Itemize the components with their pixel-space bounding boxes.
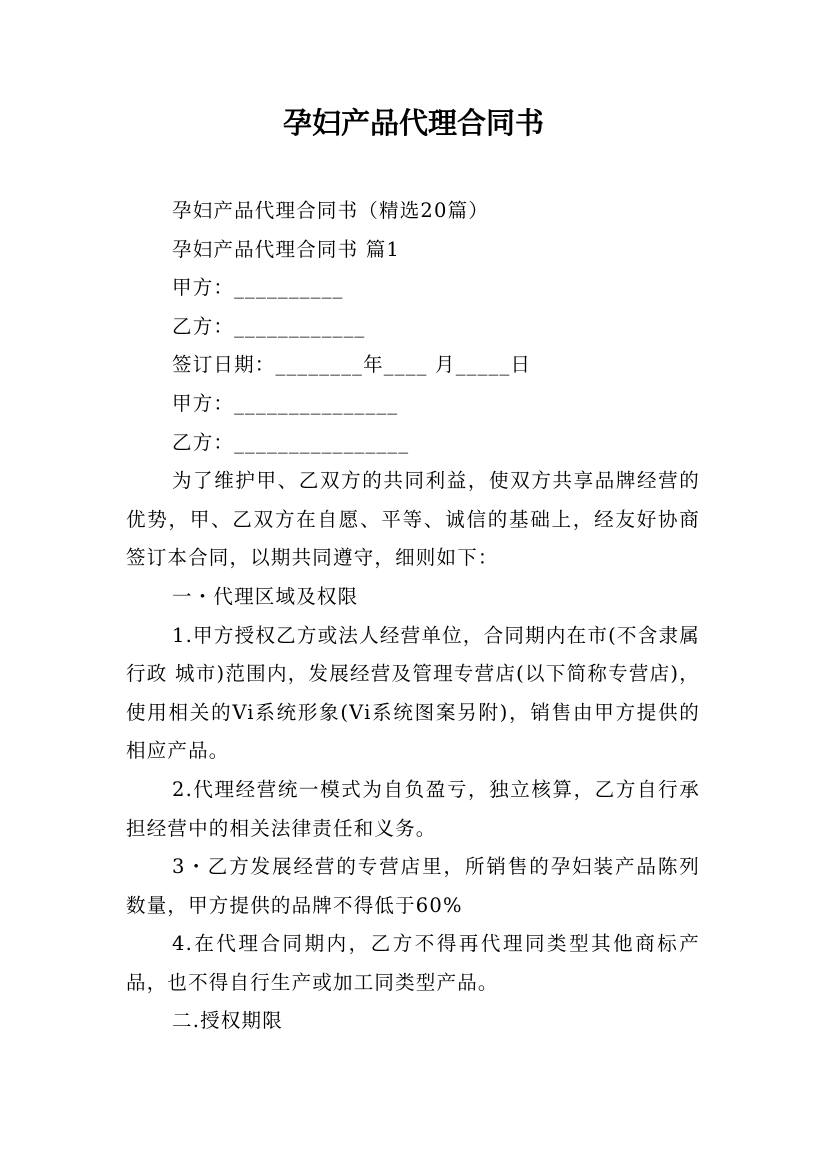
document-title: 孕妇产品代理合同书	[282, 106, 544, 140]
party-b-field: 乙方：____________	[172, 314, 366, 338]
party-b-field-2: 乙方：________________	[172, 430, 410, 454]
clause-heading-2: 二.授权期限	[172, 1009, 283, 1033]
signing-date-field: 签订日期：________年____ 月_____日	[172, 353, 532, 377]
party-a-field: 甲方：__________	[172, 276, 344, 300]
clause-1-2: 2.代理经营统一模式为自负盈亏，独立核算，乙方自行承担经营中的相关法律责任和义务。	[126, 777, 700, 840]
clause-1-4: 4.在代理合同期内，乙方不得再代理同类型其他商标产品，也不得自行生产或加工同类型产品。	[126, 932, 700, 994]
intro-paragraph: 为了维护甲、乙双方的共同利益，使双方共享品牌经营的优势，甲、乙双方在自愿、平等、诚信的基础上，经友好协商签订本合同，以期共同遵守，细则如下：	[126, 469, 700, 570]
section-heading: 孕妇产品代理合同书 篇1	[172, 237, 401, 261]
party-a-field-2: 甲方：_______________	[172, 391, 399, 415]
subtitle: 孕妇产品代理合同书（精选20篇）	[172, 199, 490, 222]
clause-1-3: 3・乙方发展经营的专营店里，所销售的孕妇装产品陈列数量，甲方提供的品牌不得低于60%	[126, 855, 700, 917]
document-body	[126, 192, 700, 1041]
clause-heading-1: 一・代理区域及权限	[172, 584, 359, 608]
clause-1-1: 1.甲方授权乙方或法人经营单位，合同期内在市(不含隶属行政 城市)范围内，发展经营及管理专营店(以下简称专营店)，使用相关的Vi系统形象(Vi系统图案另附)，销售由甲方提供的相应产品。	[126, 623, 700, 763]
